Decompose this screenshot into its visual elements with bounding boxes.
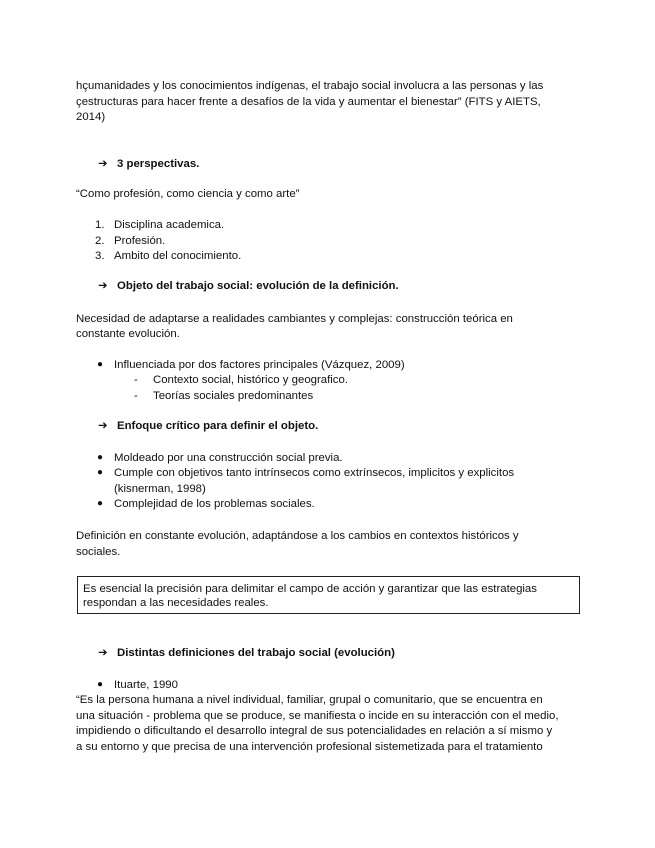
dash-icon: -	[134, 374, 138, 386]
quote-text: “Como profesión, como ciencia y como arte”	[76, 188, 300, 200]
list-number: 3.	[95, 250, 105, 262]
list-item: Influenciada por dos factores principales (Vázquez, 2009)	[114, 359, 405, 371]
bullet-icon: ●	[97, 359, 104, 370]
arrow-icon: ➔	[98, 158, 108, 170]
list-item: Complejidad de los problemas sociales.	[114, 498, 315, 510]
paragraph-line: constante evolución.	[76, 328, 180, 340]
bullet-icon: ●	[97, 679, 104, 690]
intro-line: hçumanidades y los conocimientos indígenas, el trabajo social involucra a las personas y las	[76, 80, 544, 92]
quote-line: impidiendo o dificultando el desarrollo integral de sus potencialidades en relación a sí mismo y	[76, 725, 553, 737]
box-line: respondan a las necesidades reales.	[83, 597, 269, 609]
list-item: Ambito del conocimiento.	[114, 250, 242, 262]
list-number: 2.	[95, 235, 105, 247]
paragraph-line: sociales.	[76, 546, 121, 558]
list-item: Disciplina academica.	[114, 219, 225, 231]
list-item-continuation: (kisnerman, 1998)	[114, 483, 206, 495]
bullet-icon: ●	[97, 452, 104, 463]
sub-list-item: Teorías sociales predominantes	[153, 390, 314, 402]
section-heading: 3 perspectivas.	[117, 158, 200, 170]
arrow-icon: ➔	[98, 420, 108, 432]
list-item: Cumple con objetivos tanto intrínsecos como extrínsecos, implicitos y explicitos	[114, 467, 515, 479]
paragraph-line: Definición en constante evolución, adaptándose a los cambios en contextos históricos y	[76, 530, 519, 542]
quote-line: “Es la persona humana a nivel individual, familiar, grupal o comunitario, que se encuentra en	[76, 694, 543, 706]
bullet-icon: ●	[97, 467, 104, 478]
section-heading: Distintas definiciones del trabajo social (evolución)	[117, 647, 395, 659]
highlight-box	[77, 576, 580, 614]
paragraph-line: Necesidad de adaptarse a realidades cambiantes y complejas: construcción teórica en	[76, 313, 513, 325]
intro-line: çestructuras para hacer frente a desafíos de la vida y aumentar el bienestar” (FITS y AIETS,	[76, 96, 541, 108]
arrow-icon: ➔	[98, 647, 108, 659]
dash-icon: -	[134, 390, 138, 402]
section-heading: Enfoque crítico para definir el objeto.	[117, 420, 319, 432]
list-item: Moldeado por una construcción social previa.	[114, 452, 343, 464]
list-item: Ituarte, 1990	[114, 679, 178, 691]
intro-line: 2014)	[76, 111, 106, 123]
quote-line: a su entorno y que precisa de una intervención profesional sistemetizada para el tratamiento	[76, 741, 543, 753]
sub-list-item: Contexto social, histórico y geografico.	[153, 374, 349, 386]
arrow-icon: ➔	[98, 280, 108, 292]
box-line: Es esencial la precisión para delimitar el campo de acción y garantizar que las estrategias	[83, 583, 537, 595]
list-number: 1.	[95, 219, 105, 231]
list-item: Profesión.	[114, 235, 166, 247]
quote-line: una situación - problema que se produce, se manifiesta o incide en su interacción con el medio,	[76, 710, 559, 722]
section-heading: Objeto del trabajo social: evolución de la definición.	[117, 280, 399, 292]
bullet-icon: ●	[97, 498, 104, 509]
